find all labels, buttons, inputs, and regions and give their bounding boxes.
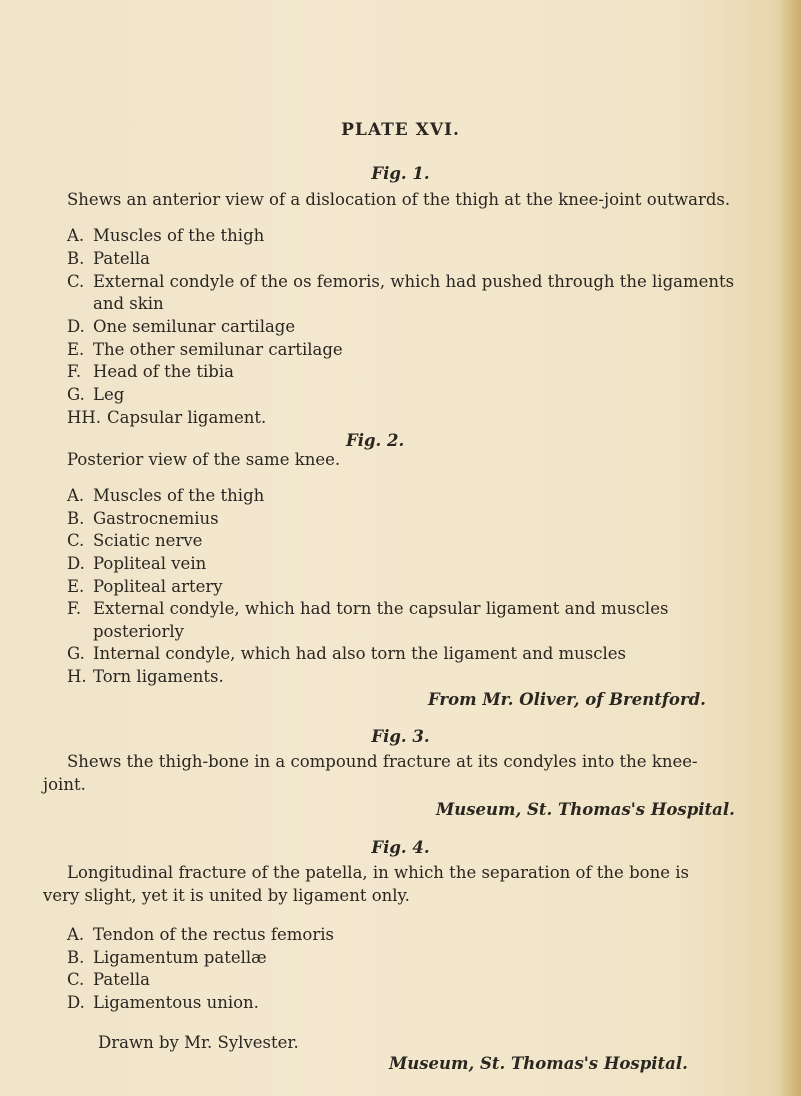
fig1-heading: Fig. 1. xyxy=(371,164,430,183)
item-key: A. xyxy=(67,486,85,505)
item-key: A. xyxy=(67,226,85,245)
item-key: HH. xyxy=(67,408,102,427)
item-text: Muscles of the thigh xyxy=(93,226,265,245)
item-key: H. xyxy=(67,667,87,686)
fig1-caption: Shews an anterior view of a dislocation of the thigh at the knee-joint outwards. xyxy=(67,190,731,209)
fig2-item xyxy=(67,599,668,619)
fig4-caption-line1: Longitudinal fracture of the patella, in which the separation of the bone is xyxy=(67,863,689,882)
item-key: E. xyxy=(67,340,85,359)
fig2-item xyxy=(67,644,626,664)
item-text: Muscles of the thigh xyxy=(93,486,265,505)
fig3-source: Museum, St. Thomas's Hospital. xyxy=(436,800,735,819)
item-text: External condyle of the os femoris, which had pushed through the ligaments xyxy=(93,272,735,291)
fig2-item xyxy=(67,577,223,597)
fig1-item xyxy=(67,249,150,269)
item-key: B. xyxy=(67,249,85,268)
item-text: Torn ligaments. xyxy=(93,667,224,686)
item-text: Popliteal vein xyxy=(93,554,207,573)
fig1-item xyxy=(67,340,343,360)
item-text: Patella xyxy=(93,249,150,268)
item-key: C. xyxy=(67,970,85,989)
fig4-item xyxy=(67,993,259,1013)
fig2-item xyxy=(67,509,219,529)
fig3-caption-line2: joint. xyxy=(43,775,86,794)
item-key: B. xyxy=(67,948,85,967)
item-text: Tendon of the rectus femoris xyxy=(93,925,334,944)
fig2-item xyxy=(67,531,202,551)
plate-title: PLATE XVI. xyxy=(341,120,460,140)
fig4-item xyxy=(67,948,267,968)
item-key: F. xyxy=(67,362,82,381)
fig2-item-continuation: posteriorly xyxy=(93,622,184,641)
item-text: The other semilunar cartilage xyxy=(93,340,343,359)
item-text: Popliteal artery xyxy=(93,577,223,596)
item-key: D. xyxy=(67,317,85,336)
fig1-item xyxy=(67,226,264,246)
fig2-caption: Posterior view of the same knee. xyxy=(67,450,341,469)
fig2-source: From Mr. Oliver, of Brentford. xyxy=(428,690,706,709)
fig2-item xyxy=(67,554,206,574)
item-key: E. xyxy=(67,577,85,596)
item-key: G. xyxy=(67,644,85,663)
fig4-item xyxy=(67,970,150,990)
item-key: D. xyxy=(67,554,85,573)
item-text: Ligamentum patellæ xyxy=(93,948,267,967)
item-text: External condyle, which had torn the capsular ligament and muscles xyxy=(93,599,669,618)
item-text: One semilunar cartilage xyxy=(93,317,296,336)
item-key: D. xyxy=(67,993,85,1012)
fig1-item xyxy=(67,272,734,292)
item-text: Ligamentous union. xyxy=(93,993,259,1012)
fig1-item-continuation: and skin xyxy=(93,294,164,313)
fig1-item xyxy=(67,362,234,382)
item-text: Head of the tibia xyxy=(93,362,234,381)
artist-credit: Drawn by Mr. Sylvester. xyxy=(98,1033,299,1052)
item-key: F. xyxy=(67,599,82,618)
item-text: Gastrocnemius xyxy=(93,509,219,528)
item-key: G. xyxy=(67,385,85,404)
fig1-item xyxy=(67,317,295,337)
item-text: Patella xyxy=(93,970,150,989)
item-text: Internal condyle, which had also torn the ligament and muscles xyxy=(93,644,627,663)
fig4-caption-line2: very slight, yet it is united by ligament only. xyxy=(43,886,410,905)
fig3-heading: Fig. 3. xyxy=(371,727,430,746)
item-key: C. xyxy=(67,531,85,550)
fig2-heading: Fig. 2. xyxy=(346,431,405,450)
fig4-item xyxy=(67,925,334,945)
fig1-item xyxy=(67,385,124,405)
item-text: Capsular ligament. xyxy=(107,408,267,427)
item-text: Sciatic nerve xyxy=(93,531,203,550)
item-key: C. xyxy=(67,272,85,291)
fig3-caption-line1: Shews the thigh-bone in a compound fracture at its condyles into the knee- xyxy=(67,752,698,771)
fig2-item xyxy=(67,486,264,506)
item-text: Leg xyxy=(93,385,125,404)
item-key: A. xyxy=(67,925,85,944)
fig4-heading: Fig. 4. xyxy=(371,838,430,857)
final-source: Museum, St. Thomas's Hospital. xyxy=(389,1054,688,1073)
fig2-item xyxy=(67,667,224,687)
fig1-item xyxy=(67,408,266,428)
item-key: B. xyxy=(67,509,85,528)
